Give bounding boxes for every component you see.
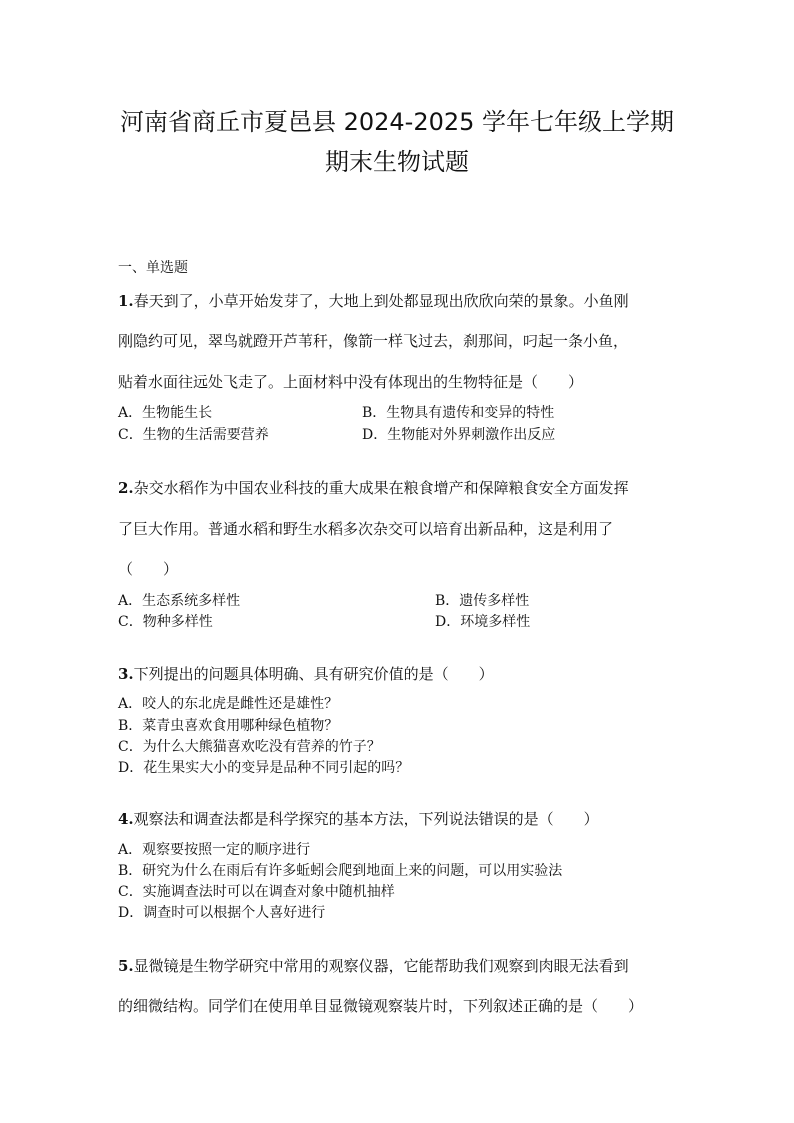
question-text: 春天到了，小草开始发芽了，大地上到处都显现出欣欣向荣的景象。小鱼刚 — [133, 292, 629, 310]
question-2-line-2: 了巨大作用。普通水稻和野生水稻多次杂交可以培育出新品种，这是利用了 — [118, 520, 614, 538]
question-2-line-3: （ ） — [118, 560, 179, 578]
question-text: 杂交水稻作为中国农业科技的重大成果在粮食增产和保障粮食安全方面发挥 — [133, 479, 629, 497]
option-a: A．生物能生长 — [118, 405, 213, 421]
question-number: 1. — [118, 292, 134, 310]
question-1-line-1 — [118, 291, 678, 311]
question-number: 3. — [118, 665, 134, 683]
option-c: C．实施调查法时可以在调查对象中随机抽样 — [118, 884, 395, 900]
option-c: C．物种多样性 — [118, 614, 213, 630]
option-d: D．调查时可以根据个人喜好进行 — [118, 905, 326, 921]
question-2-line-1 — [118, 478, 678, 498]
option-b: B．遗传多样性 — [435, 593, 530, 609]
option-a: A．观察要按照一定的顺序进行 — [118, 842, 311, 858]
question-text: 下列提出的问题具体明确、具有研究价值的是（ ） — [133, 665, 494, 683]
option-a: A．咬人的东北虎是雌性还是雄性？ — [118, 696, 339, 712]
document-title-line2: 期末生物试题 — [325, 148, 469, 176]
question-1-line-2: 刚隐约可见，翠鸟就蹬开芦苇秆，像箭一样飞过去，刹那间，叼起一条小鱼， — [118, 332, 629, 350]
question-number: 5. — [118, 957, 134, 975]
option-c: C．为什么大熊猫喜欢吃没有营养的竹子？ — [118, 739, 381, 755]
option-b: B．研究为什么在雨后有许多蚯蚓会爬到地面上来的问题，可以用实验法 — [118, 863, 563, 879]
question-5-line-1 — [118, 956, 678, 976]
question-4-line-1 — [118, 809, 678, 829]
option-c: C．生物的生活需要营养 — [118, 427, 269, 443]
option-b: B．生物具有遗传和变异的特性 — [362, 405, 555, 421]
question-text: 观察法和调查法都是科学探究的基本方法，下列说法错误的是（ ） — [133, 810, 599, 828]
option-a: A．生态系统多样性 — [118, 593, 241, 609]
option-b: B．菜青虫喜欢食用哪种绿色植物？ — [118, 718, 339, 734]
question-number: 2. — [118, 479, 134, 497]
question-3-line-1 — [118, 664, 678, 684]
question-number: 4. — [118, 810, 134, 828]
option-d: D．花生果实大小的变异是品种不同引起的吗？ — [118, 760, 410, 776]
question-5-line-2: 的细微结构。同学们在使用单目显微镜观察装片时，下列叙述正确的是（ ） — [118, 997, 644, 1015]
section-heading: 一、单选题 — [118, 260, 188, 276]
document-title-line1: 河南省商丘市夏邑县 2024-2025 学年七年级上学期 — [119, 108, 675, 136]
option-d: D．生物能对外界刺激作出反应 — [362, 427, 556, 443]
question-1-line-3: 贴着水面往远处飞走了。上面材料中没有体现出的生物特征是（ ） — [118, 373, 584, 391]
option-d: D．环境多样性 — [435, 614, 531, 630]
question-text: 显微镜是生物学研究中常用的观察仪器，它能帮助我们观察到肉眼无法看到 — [133, 957, 629, 975]
